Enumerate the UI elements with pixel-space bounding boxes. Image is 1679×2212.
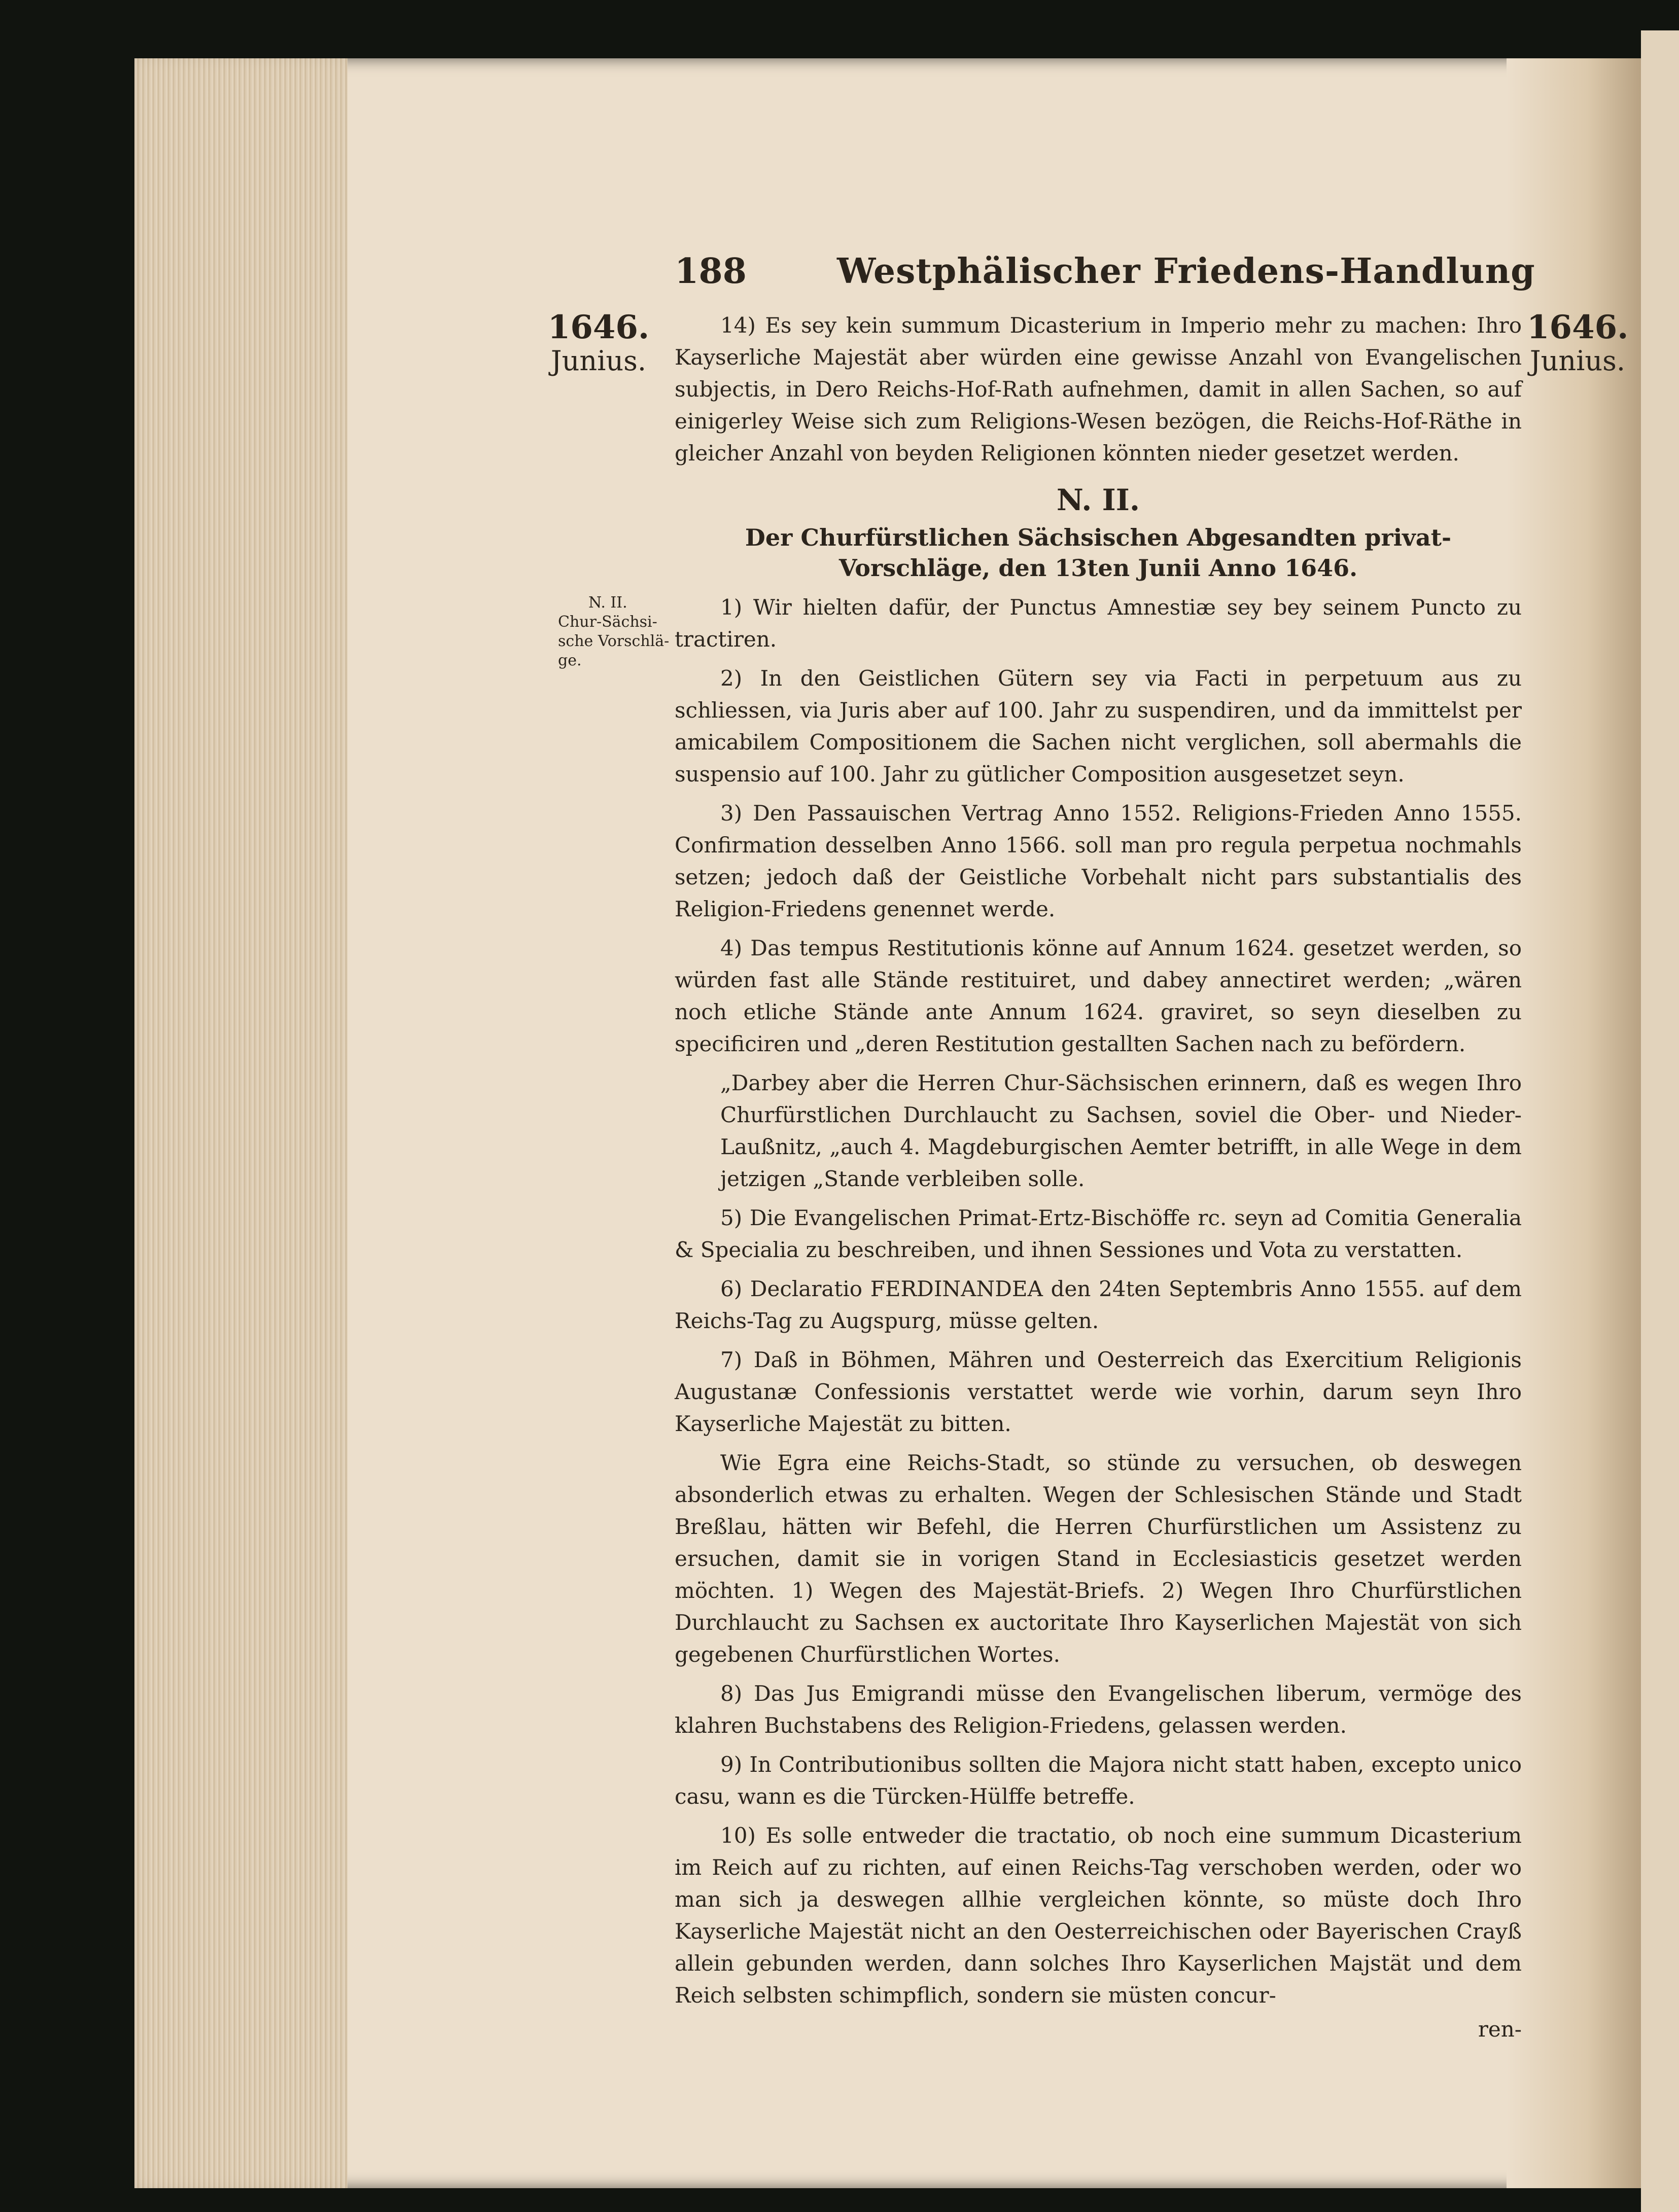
paragraph-3: 3) Den Passauischen Vertrag Anno 1552. Religions-Frieden Anno 1555. Confirmation desselben Anno 1566. soll man pro regula perpetua nochmahls setzen; jedoch daß der Geistliche Vorbehalt nicht pars substantialis des Religion-Friedens genennet werde. — [675, 801, 1522, 921]
marginal-note-line: N. II. — [588, 594, 627, 612]
margin-year-right: 1646. — [1527, 308, 1629, 346]
marginal-note-line: sche Vorschlä- — [558, 632, 670, 650]
section-title: Der Churfürstlichen Sächsischen Abgesandten privat-Vorschläge, den 13ten Junii Anno 1646. — [745, 524, 1452, 582]
paragraph-7: 7) Daß in Böhmen, Mähren und Oesterreich das Exercitium Religionis Augustanæ Confessionis verstattet werde wie vorhin, darum seyn Ihro Kayserliche Majestät zu bitten. — [675, 1347, 1522, 1436]
paragraph-5: 5) Die Evangelischen Primat-Ertz-Bischöffe rc. seyn ad Comitia Generalia & Specialia zu beschreiben, und ihnen Sessiones und Vota zu verstatten. — [675, 1205, 1522, 1262]
paragraph-8: 8) Das Jus Emigrandi müsse den Evangelischen liberum, vermöge des klahren Buchstabens des Religion-Friedens, gelassen werden. — [675, 1681, 1522, 1738]
marginal-note-line: ge. — [558, 652, 582, 669]
paragraph-9: 9) In Contributionibus sollten die Majora nicht statt haben, excepto unico casu, wann es die Türcken-Hülffe betreffe. — [675, 1752, 1522, 1809]
catchword: ren- — [1478, 2017, 1522, 2042]
paragraph-14: 14) Es sey kein summum Dicasterium in Imperio mehr zu machen: Ihro Kayserliche Majestät aber würden eine gewisse Anzahl von Evangelischen subjectis, in Dero Reichs-Hof-Rath aufnehmen, damit in allen Sachen, so auf einigerley Weise sich zum Religions-Wesen bezögen, die Reichs-Hof-Räthe in gleicher Anzahl von beyden Religionen könnten nieder gesetzet werden. — [675, 313, 1522, 466]
paragraph-6: 6) Declaratio FERDINANDEA den 24ten Septembris Anno 1555. auf dem Reichs-Tag zu Augspurg, müsse gelten. — [675, 1276, 1522, 1333]
marginal-note — [558, 593, 690, 670]
paragraph-1: 1) Wir hielten dafür, der Punctus Amnestiæ sey bey seinem Puncto zu tractiren. — [675, 595, 1522, 652]
margin-year-left: 1646. — [547, 308, 650, 346]
running-head — [675, 243, 1638, 299]
running-title: Westphälischer Friedens-Handlung — [837, 251, 1535, 292]
section-number: N. II. — [1056, 483, 1140, 517]
paragraph-4: 4) Das tempus Restitutionis könne auf Annum 1624. gesetzet werden, so würden fast alle Stände restituiret, und dabey annectiret werden; „wären noch etliche Stände ante Annum 1624. graviret, so seyn dieselben zu specificiren und „deren Restitution gestallten Sachen nach zu befördern. — [675, 936, 1522, 1056]
paragraph-7-continued: Wie Egra eine Reichs-Stadt, so stünde zu versuchen, ob deswegen absonderlich etwas zu erhalten. Wegen der Schlesischen Stände und Stadt Breßlau, hätten wir Befehl, die Herren Churfürstlichen um Assistenz zu ersuchen, damit sie in vorigen Stand in Ecclesiasticis gesetzet werden möchten. 1) Wegen des Majestät-Briefs. 2) Wegen Ihro Churfürstlichen Durchlaucht zu Sachsen ex auctoritate Ihro Kayserlichen Majestät von sich gegebenen Churfürstlichen Wortes. — [675, 1450, 1522, 1667]
page-block-edges — [134, 58, 347, 2188]
margin-month-right: Junius. — [1529, 345, 1626, 377]
paragraph-10: 10) Es solle entweder die tractatio, ob noch eine summum Dicasterium im Reich auf zu richten, auf einen Reichs-Tag verschoben werden, oder wo man sich ja deswegen allhie vergleichen könnte, so müste doch Ihro Kayserliche Majestät nicht an den Oesterreichischen oder Bayerischen Crayß allein gebunden werden, dann solches Ihro Kayserlichen Majstät und dem Reich selbsten schimpflich, sondern sie müsten concur- — [675, 1823, 1522, 2008]
marginal-note-line: Chur-Sächsi- — [558, 613, 657, 631]
facing-page-edge — [1641, 30, 1679, 2212]
main-text — [675, 309, 1522, 2066]
paragraph-2: 2) In den Geistlichen Gütern sey via Facti in perpetuum aus zu schliessen, via Juris aber auf 100. Jahr zu suspendiren, und da immittelst per amicabilem Compositionem die Sachen nicht verglichen, soll abermahls die suspensio auf 100. Jahr zu gütlicher Composition ausgesetzet seyn. — [675, 666, 1522, 787]
margin-month-left: Junius. — [550, 345, 647, 377]
book-gutter — [1507, 58, 1641, 2188]
quoted-passage: „Darbey aber die Herren Chur-Sächsischen erinnern, daß es wegen Ihro Churfürstlichen Durchlaucht zu Sachsen, soviel die Ober- und Nieder-Laußnitz, „auch 4. Magdeburgischen Aemter betrifft, in alle Wege in dem jetzigen „Stande verbleiben solle. — [720, 1071, 1522, 1191]
page-number: 188 — [675, 251, 747, 292]
